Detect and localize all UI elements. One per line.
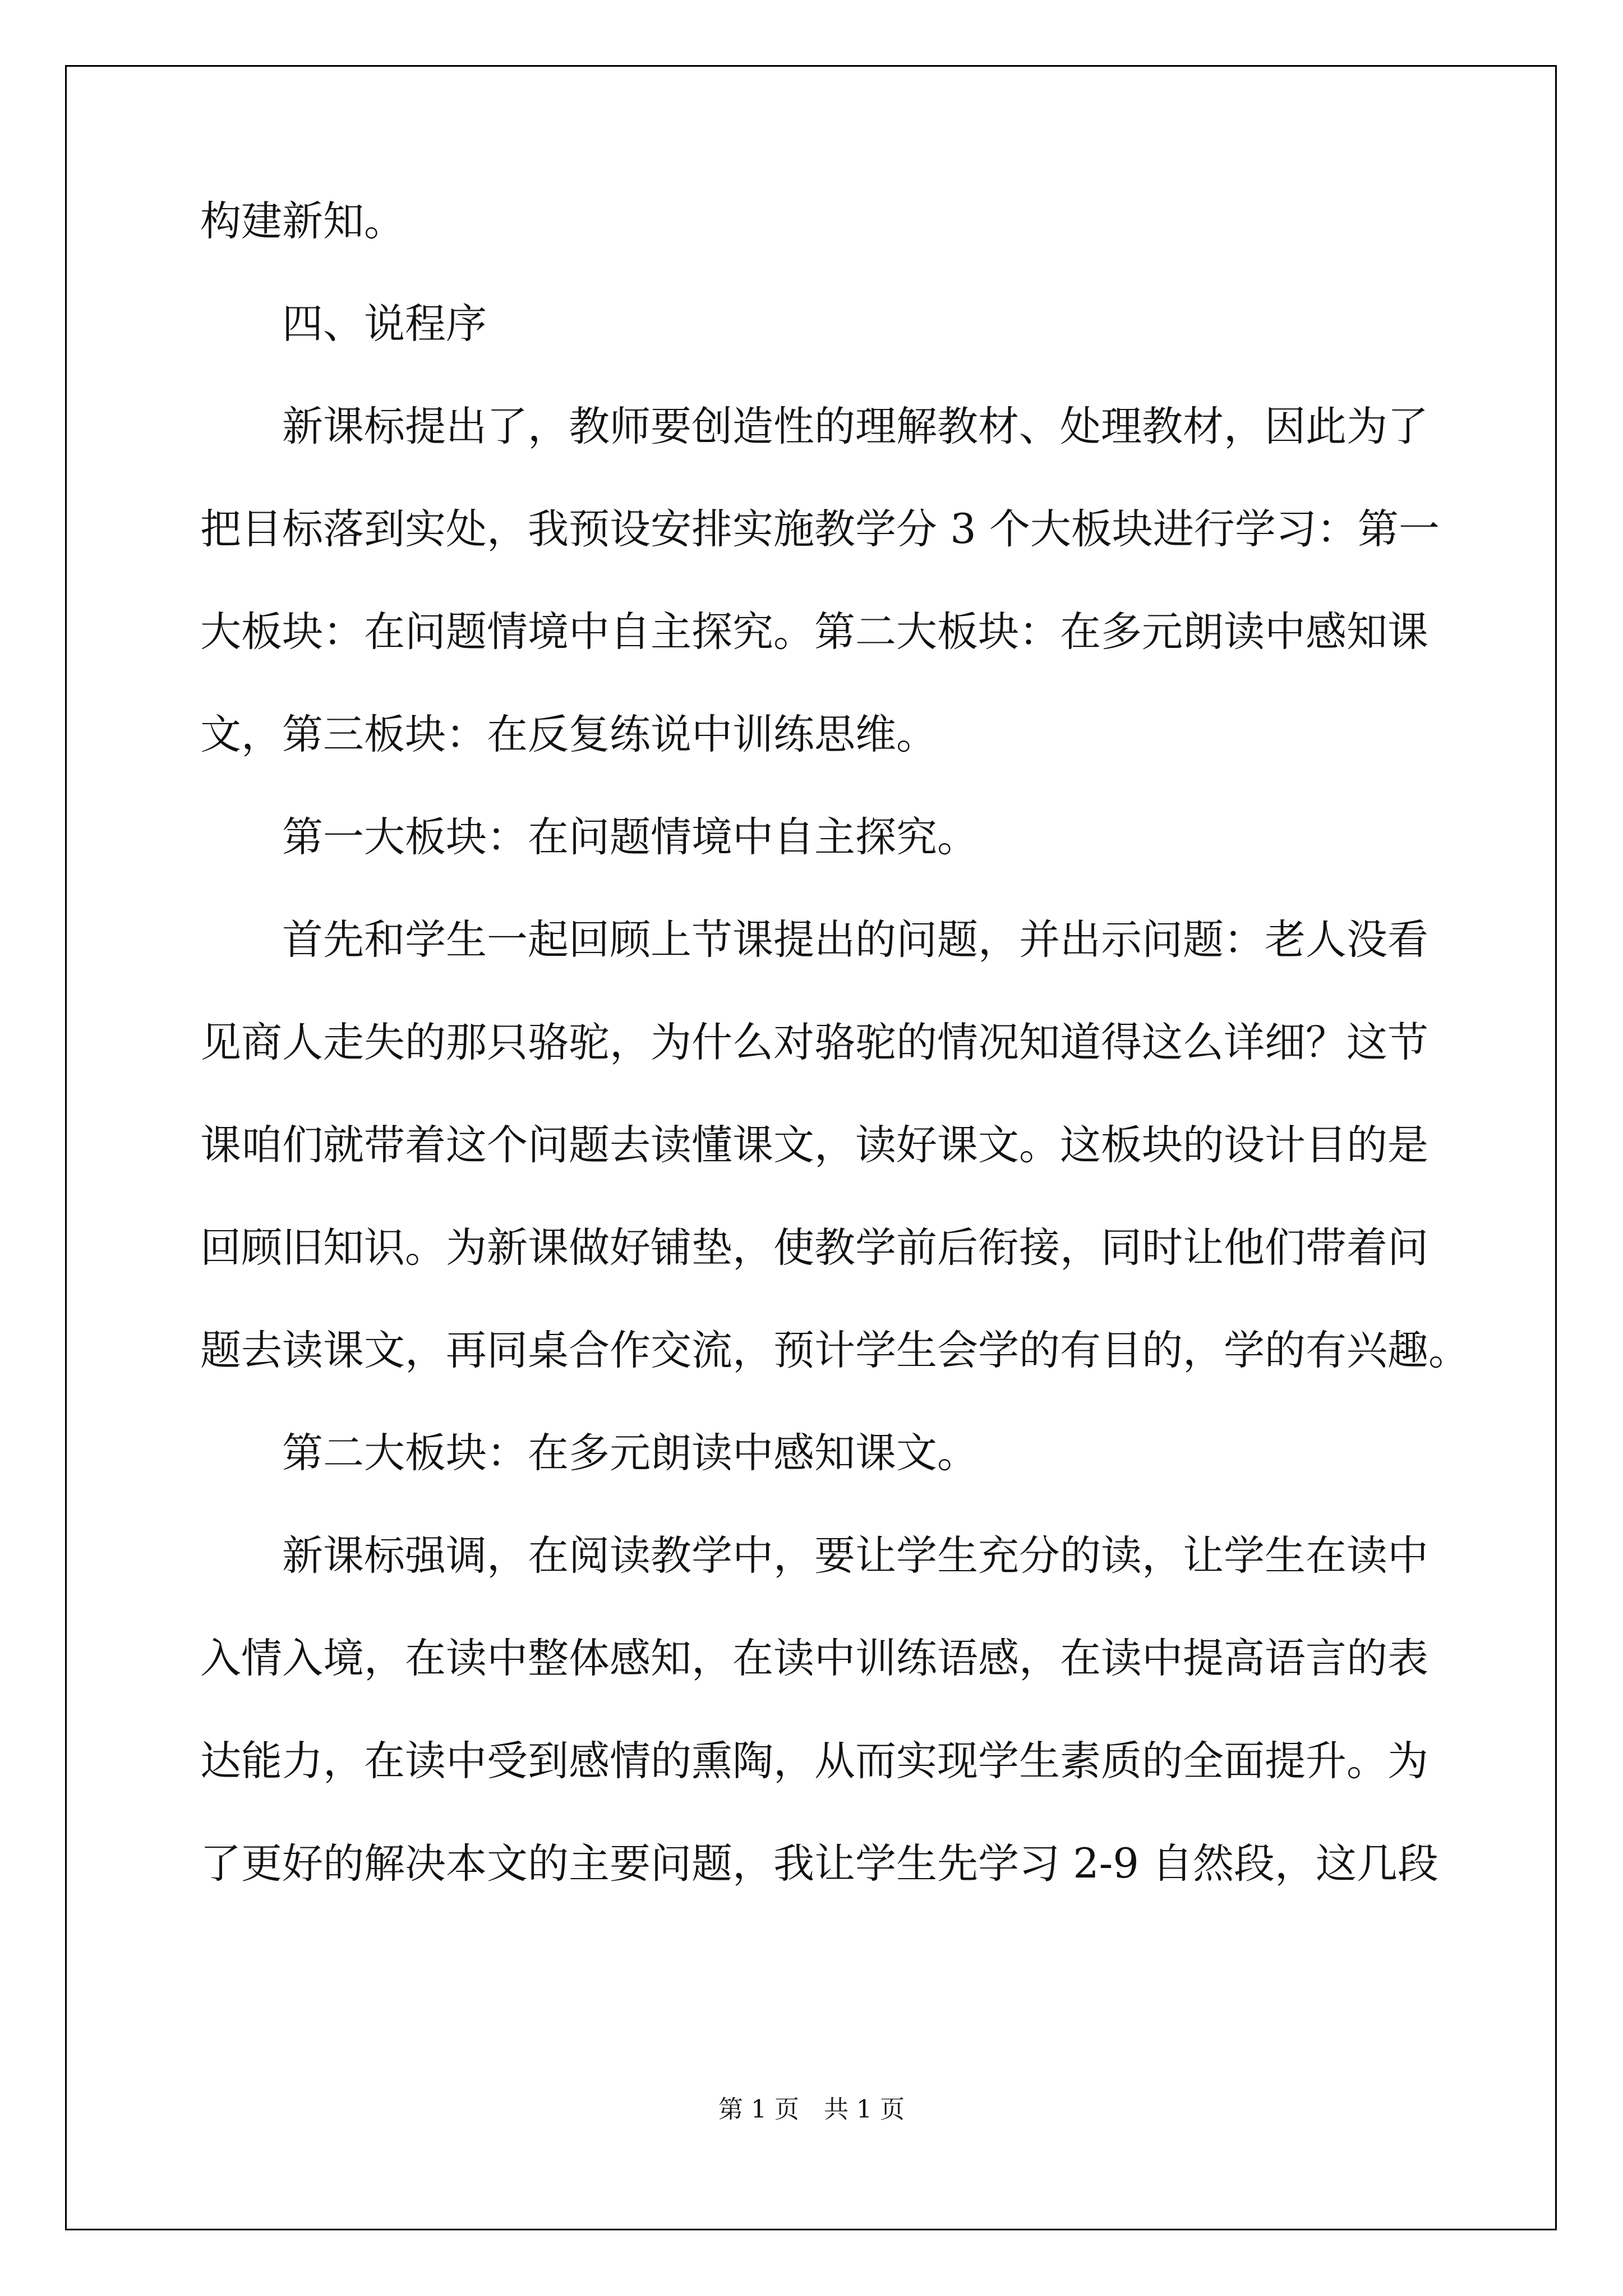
text-line: 了更好的解决本文的主要问题，我让学生先学习 2-9 自然段，这几段	[200, 1840, 1438, 1888]
text-line: 新课标提出了，教师要创造性的理解教材、处理教材，因此为了	[282, 403, 1428, 450]
text-line: 大板块：在问题情境中自主探究。第二大板块：在多元朗读中感知课	[200, 608, 1428, 656]
page-footer	[0, 2089, 1623, 2125]
text-line: 把目标落到实处，我预设安排实施教学分 3 个大板块进行学习：第一	[200, 505, 1440, 553]
text-line: 见商人走失的那只骆驼，为什么对骆驼的情况知道得这么详细？这节	[200, 1019, 1428, 1066]
text-line: 构建新知。	[200, 197, 405, 245]
text-line: 入情入境，在读中整体感知，在读中训练语感，在读中提高语言的表	[200, 1635, 1428, 1682]
page-number: 第 1 页 共 1 页	[718, 2095, 905, 2124]
text-line: 题去读课文，再同桌合作交流，预计学生会学的有目的，学的有兴趣。	[200, 1327, 1469, 1374]
text-line: 新课标强调，在阅读教学中，要让学生充分的读，让学生在读中	[282, 1532, 1428, 1580]
section-heading: 第二大板块：在多元朗读中感知课文。	[282, 1429, 978, 1477]
text-line: 回顾旧知识。为新课做好铺垫，使教学前后衔接，同时让他们带着问	[200, 1224, 1428, 1272]
section-heading: 第一大板块：在问题情境中自主探究。	[282, 813, 978, 861]
text-line: 达能力，在读中受到感情的熏陶，从而实现学生素质的全面提升。为	[200, 1737, 1428, 1785]
text-line: 文，第三板块：在反复练说中训练思维。	[200, 711, 937, 758]
text-line: 课咱们就带着这个问题去读懂课文，读好课文。这板块的设计目的是	[200, 1121, 1428, 1169]
section-heading: 四、说程序	[282, 300, 487, 348]
text-line: 首先和学生一起回顾上节课提出的问题，并出示问题：老人没看	[282, 916, 1428, 964]
